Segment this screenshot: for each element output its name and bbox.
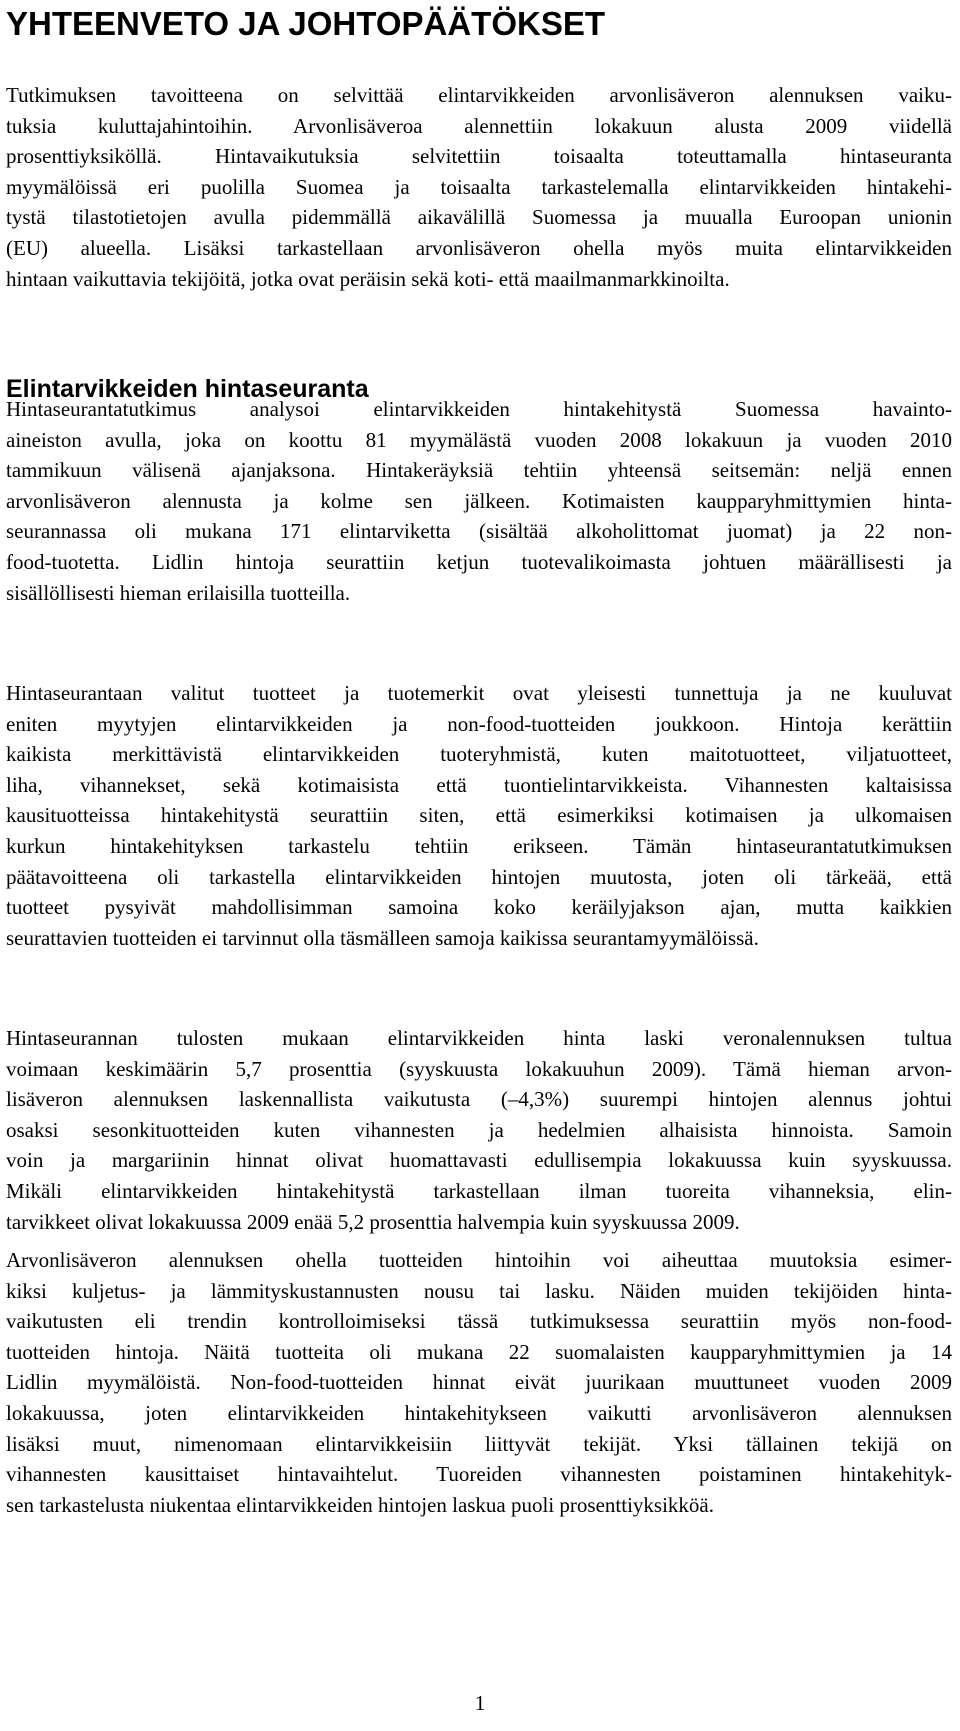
- paragraph-line: päätavoitteena oli tarkastella elintarvikkeiden hintojen muutosta, joten oli tärkeää, että: [6, 864, 952, 889]
- paragraph-line: voin ja margariinin hinnat olivat huomattavasti edullisempia lokakuussa kuin syyskuussa.: [6, 1148, 952, 1173]
- paragraph-line: Hintaseurantatutkimus analysoi elintarvikkeiden hintakehitystä Suomessa havainto-: [6, 397, 952, 421]
- paragraph-line: food-tuotetta. Lidlin hintoja seurattiin ketjun tuotevalikoimasta johtuen määrällisesti ja: [6, 549, 952, 574]
- paragraph-line: Lidlin myymälöistä. Non-food-tuotteiden hinnat eivät juurikaan muuttuneet vuoden 2009: [6, 1370, 952, 1395]
- paragraph-line: osaksi sesonkituotteiden kuten vihannesten ja hedelmien alhaisista hinnoista. Samoin: [6, 1117, 952, 1142]
- paragraph-line: Arvonlisäveron alennuksen ohella tuotteiden hintoihin voi aiheuttaa muutoksia esimer-: [6, 1248, 952, 1272]
- paragraph-line: aineiston avulla, joka on koottu 81 myymälästä vuoden 2008 lokakuun ja vuoden 2010: [6, 427, 952, 452]
- paragraph-line: arvonlisäveron alennusta ja kolme sen jälkeen. Kotimaisten kaupparyhmittymien hinta-: [6, 488, 952, 513]
- paragraph-line: kiksi kuljetus- ja lämmityskustannusten nousu tai lasku. Näiden muiden tekijöiden hinta-: [6, 1278, 952, 1303]
- paragraph-line: Hintaseurantaan valitut tuotteet ja tuotemerkit ovat yleisesti tunnettuja ja ne kuuluvat: [6, 681, 952, 705]
- paragraph-line: sen tarkastelusta niukentaa elintarvikkeiden hintojen laskua puoli prosenttiyksikköä.: [6, 1492, 714, 1517]
- paragraph-line: liha, vihannekset, sekä kotimaisista että tuontielintarvikkeista. Vihannesten kaltaisissa: [6, 772, 952, 797]
- paragraph-line: sisällöllisesti hieman erilaisilla tuotteilla.: [6, 580, 351, 605]
- paragraph-line: lokakuussa, joten elintarvikkeiden hintakehitykseen vaikutti arvonlisäveron alennuksen: [6, 1400, 952, 1425]
- paragraph-line: lisäksi muut, nimenomaan elintarvikkeisiin liittyvät tekijät. Yksi tällainen tekijä on: [6, 1431, 952, 1456]
- paragraph-line: tuotteiden hintoja. Näitä tuotteita oli mukana 22 suomalaisten kaupparyhmittymien ja 14: [6, 1339, 952, 1364]
- paragraph-line: vihannesten kausittaiset hintavaihtelut. Tuoreiden vihannesten poistaminen hintakehityk-: [6, 1462, 952, 1487]
- paragraph-line: tammikuun välisenä ajanjaksona. Hintakeräyksiä tehtiin yhteensä seitsemän: neljä ennen: [6, 458, 952, 483]
- page-title: YHTEENVETO JA JOHTOPÄÄTÖKSET: [6, 5, 605, 42]
- paragraph-line: tarvikkeet olivat lokakuussa 2009 enää 5,2 prosenttia halvempia kuin syyskuussa 2009.: [6, 1209, 740, 1234]
- paragraph-line: Hintaseurannan tulosten mukaan elintarvikkeiden hinta laski veronalennuksen tultua: [6, 1026, 952, 1050]
- paragraph-line: eniten myytyjen elintarvikkeiden ja non-food-tuotteiden joukkoon. Hintoja kerättiin: [6, 711, 952, 736]
- body-paragraph-2: [6, 678, 952, 953]
- paragraph-line: seurannassa oli mukana 171 elintarviketta (sisältää alkoholittomat juomat) ja 22 non-: [6, 519, 952, 544]
- intro-line: prosenttiyksiköllä. Hintavaikutuksia selvitettiin toisaalta toteuttamalla hintaseuranta: [6, 144, 952, 169]
- intro-line: tuksia kuluttajahintoihin. Arvonlisäveroa alennettiin lokakuun alusta 2009 viidellä: [6, 113, 952, 138]
- paragraph-line: Mikäli elintarvikkeiden hintakehitystä tarkastellaan ilman tuoreita vihanneksia, elin-: [6, 1178, 952, 1203]
- paragraph-line: tuotteet pysyivät mahdollisimman samoina koko keräilyjakson ajan, mutta kaikkien: [6, 895, 952, 920]
- section-heading: Elintarvikkeiden hintaseuranta: [6, 375, 369, 403]
- body-paragraph-1-full: [6, 394, 952, 608]
- page-number: 1: [474, 1691, 486, 1715]
- paragraph-line: kausituotteissa hintakehitystä seurattiin siten, että esimerkiksi kotimaisen ja ulkomaisen: [6, 803, 952, 828]
- intro-line: myymälöissä eri puolilla Suomea ja toisaalta tarkastelemalla elintarvikkeiden hintakehi-: [6, 174, 952, 199]
- paragraph-line: seurattavien tuotteiden ei tarvinnut olla täsmälleen samoja kaikissa seurantamyymälöissä.: [6, 925, 759, 950]
- body-paragraph-4: [6, 1245, 952, 1520]
- intro-line: (EU) alueella. Lisäksi tarkastellaan arvonlisäveron ohella myös muita elintarvikkeiden: [6, 235, 952, 260]
- intro-line: tystä tilastotietojen avulla pidemmällä aikavälillä Suomessa ja muualla Euroopan unionin: [6, 205, 952, 230]
- intro-line: hintaan vaikuttavia tekijöitä, jotka ovat peräisin sekä koti- että maailmanmarkkinoilta.: [6, 266, 730, 291]
- paragraph-line: kurkun hintakehityksen tarkastelu tehtiin erikseen. Tämän hintaseurantatutkimuksen: [6, 833, 952, 858]
- paragraph-line: lisäveron alennuksen laskennallista vaikutusta (–4,3%) suurempi hintojen alennus johtui: [6, 1087, 952, 1112]
- body-paragraph-3: [6, 1023, 952, 1237]
- paragraph-line: kaikista merkittävistä elintarvikkeiden tuoteryhmistä, kuten maitotuotteet, viljatuotteet,: [6, 742, 952, 767]
- intro-line: Tutkimuksen tavoitteena on selvittää elintarvikkeiden arvonlisäveron alennuksen vaiku-: [6, 83, 952, 107]
- paragraph-line: vaikutusten eli trendin kontrolloimiseksi tässä tutkimuksessa seurattiin myös non-food-: [6, 1309, 952, 1334]
- paragraph-line: voimaan keskimäärin 5,7 prosenttia (syyskuusta lokakuuhun 2009). Tämä hieman arvon-: [6, 1056, 952, 1081]
